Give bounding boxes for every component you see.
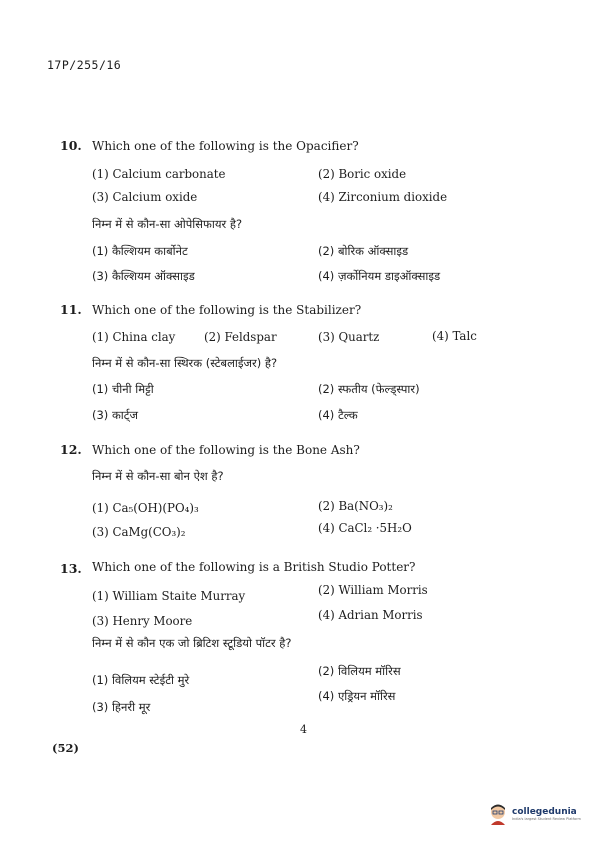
brand-name: collegedunia: [512, 807, 577, 817]
sheet-code: (52): [52, 741, 79, 755]
question-11-hindi-text: निम्न में से कौन-सा स्थिरक (स्टेबलाईजर) है?: [92, 356, 278, 370]
question-10-option-2: (2) Boric oxide: [318, 167, 407, 181]
question-13-option-4: (4) Adrian Morris: [318, 608, 423, 622]
brand-tagline: India's largest Student Review Platform: [512, 817, 581, 821]
question-13-hindi-text: निम्न में से कौन एक जो ब्रिटिश स्टूडियो पॉटर है?: [92, 636, 292, 650]
question-10-hindi-option-3: (3) कैल्शियम ऑक्साइड: [92, 269, 195, 283]
question-13-text: Which one of the following is a British Studio Potter?: [92, 560, 416, 574]
question-10-number: 10.: [60, 138, 82, 153]
question-12-option-1: (1) Ca₅(OH)(PO₄)₃: [92, 501, 199, 515]
question-11-number: 11.: [60, 302, 82, 317]
paper-code: 17P/255/16: [47, 58, 122, 72]
question-11-option-3: (3) Quartz: [318, 330, 380, 344]
question-11-hindi-option-2: (2) स्फतीय (फेल्ड्स्पार): [318, 382, 420, 396]
question-11-text: Which one of the following is the Stabilizer?: [92, 303, 362, 317]
question-12-number: 12.: [60, 442, 82, 457]
question-13-option-1: (1) William Staite Murray: [92, 589, 246, 603]
question-10-option-1: (1) Calcium carbonate: [92, 167, 226, 181]
question-10-text: Which one of the following is the Opacifier?: [92, 139, 359, 153]
question-13-hindi-option-4: (4) एड्रियन मॉरिस: [318, 689, 396, 703]
question-13-hindi-option-3: (3) हिनरी मूर: [92, 700, 151, 714]
question-10-option-3: (3) Calcium oxide: [92, 190, 198, 204]
question-12-option-3: (3) CaMg(CO₃)₂: [92, 525, 186, 539]
question-11-hindi-option-1: (1) चीनी मिट्टी: [92, 382, 154, 396]
question-12-option-4: (4) CaCl₂ ·5H₂O: [318, 521, 412, 535]
question-10-option-4: (4) Zirconium dioxide: [318, 190, 448, 204]
question-10-hindi-option-1: (1) कैल्शियम कार्बोनेट: [92, 244, 188, 258]
question-12-text: Which one of the following is the Bone Ash?: [92, 443, 360, 457]
question-13-hindi-option-1: (1) विलियम स्टेईटी मुरे: [92, 673, 190, 687]
question-13-hindi-option-2: (2) विलियम मॉरिस: [318, 664, 401, 678]
question-11-hindi-option-3: (3) कार्ट्ज: [92, 408, 139, 422]
question-11-hindi-option-4: (4) टैल्क: [318, 408, 358, 422]
question-10-hindi-text: निम्न में से कौन-सा ओपेसिफायर है?: [92, 217, 243, 231]
page-number: 4: [300, 723, 307, 736]
question-12-option-2: (2) Ba(NO₃)₂: [318, 499, 393, 513]
question-11-option-1: (1) China clay: [92, 330, 176, 344]
question-11-option-2: (2) Feldspar: [204, 330, 277, 344]
question-13-number: 13.: [60, 561, 82, 576]
question-10-hindi-option-4: (4) ज़र्कोनियम डाइऑक्साइड: [318, 269, 441, 283]
question-10-hindi-option-2: (2) बोरिक ऑक्साइड: [318, 244, 409, 258]
question-12-hindi-text: निम्न में से कौन-सा बोन ऐश है?: [92, 469, 224, 483]
collegedunia-watermark: [488, 803, 581, 825]
question-13-option-3: (3) Henry Moore: [92, 614, 193, 628]
collegedunia-logo-icon: [488, 803, 508, 825]
question-13-option-2: (2) William Morris: [318, 583, 428, 597]
question-11-option-4: (4) Talc: [432, 329, 477, 343]
